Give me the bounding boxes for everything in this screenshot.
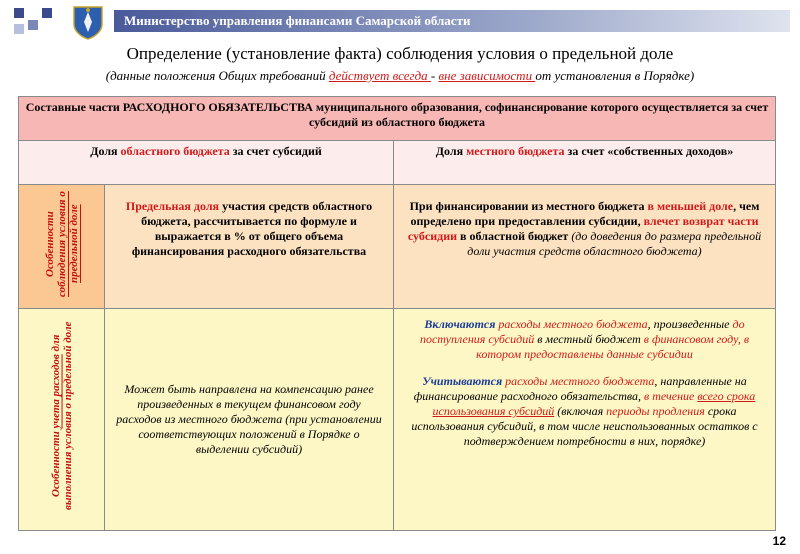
row-label-accounting: Особенности учета расходов для выполнения условия о предельной доле xyxy=(19,309,105,531)
corner-square-3 xyxy=(42,8,52,18)
local-included-paragraph: Включаются расходы местного бюджета, произведенные до поступления субсидий в местный бюджет в финансовом году, в котором предоставлены данные субсидии xyxy=(419,317,750,361)
col-header-regional: Доля областного бюджета за счет субсидий xyxy=(19,141,394,185)
samara-coat-of-arms-icon xyxy=(72,4,104,40)
page-subtitle: (данные положения Общих требований действует всегда - вне зависимости от установления в Порядке) xyxy=(105,68,695,83)
corner-square-2 xyxy=(28,20,38,30)
conditions-table xyxy=(18,96,776,531)
page-title: Определение (установление факта) соблюдения условия о предельной доле xyxy=(126,44,674,63)
cell-local-limit: При финансировании из местного бюджета в меньшей доле, чем определено при предоставлении субсидии, влечет возврат части субсидии в областной бюджет (до доведения до размера предельной доли участия средств областного бюджета) xyxy=(394,185,776,309)
local-counted-paragraph: Учитываются расходы местного бюджета, направленные на финансирование расходного обязательства, в течение всего срока использования субсидий (включая периоды продления срока использования субсидий, в том числе неиспользованных остатков с подтверждением потребности в них, порядке) xyxy=(411,374,758,448)
table-top-header: Составные части РАСХОДНОГО ОБЯЗАТЕЛЬСТВА муниципального образования, софинансирование которого осуществляется за счет субсидий из областного бюджета xyxy=(19,97,776,141)
ministry-banner: Министерство управления финансами Самарской области xyxy=(114,10,790,32)
page-number: 12 xyxy=(772,534,786,548)
cell-local-accounting xyxy=(394,309,776,531)
row-label-compliance: Особенности соблюдения условия о предельной доле xyxy=(19,185,105,309)
corner-square-4 xyxy=(14,24,24,34)
col-header-local: Доля местного бюджета за счет «собственных доходов» xyxy=(394,141,776,185)
corner-square-1 xyxy=(14,8,24,18)
cell-regional-limit: Предельная доля участия средств областного бюджета, рассчитывается по формуле и выражается в % от общего объема финансирования расходного обязательства xyxy=(105,185,394,309)
cell-regional-compensation: Может быть направлена на компенсацию ранее произведенных в текущем финансовом году расходов из местного бюджета (при установлении соответствующих положений в Порядке о выделении субсидий) xyxy=(105,309,394,531)
